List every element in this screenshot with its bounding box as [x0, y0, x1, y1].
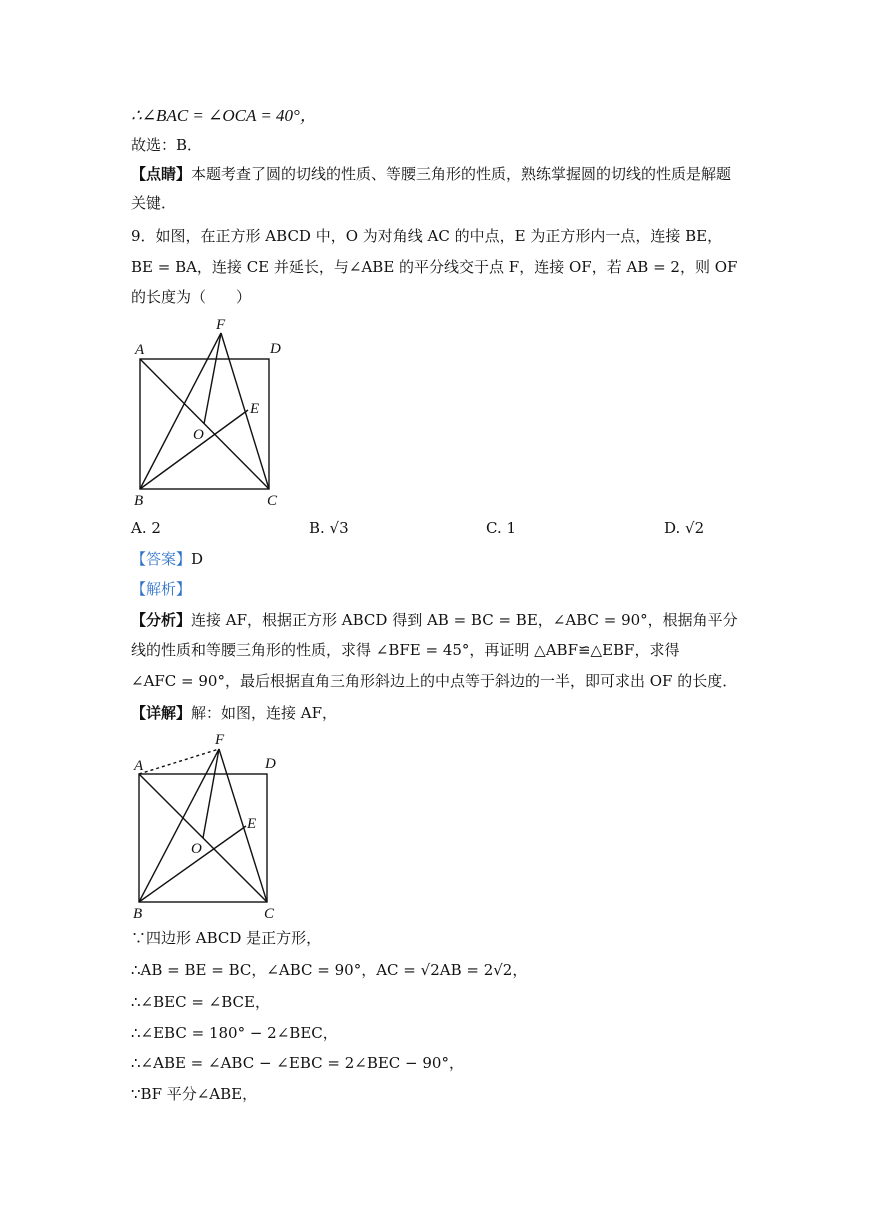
tip-line: 【点睛】本题考查了圆的切线的性质、等腰三角形的性质，熟练掌握圆的切线的性质是解题	[131, 165, 732, 183]
step-4: ∴∠EBC = 180° − 2∠BEC，	[131, 1024, 338, 1042]
xiangjie-line: 【详解】解：如图，连接 AF，	[131, 704, 338, 722]
option-b[interactable]: B. √3	[309, 519, 349, 537]
step-6: ∵BF 平分∠ABE，	[131, 1085, 258, 1103]
label-o: O	[193, 427, 204, 443]
label-a: A	[135, 342, 145, 358]
label-a: A	[134, 758, 144, 774]
choice-line: 故选：B．	[131, 136, 203, 154]
fenxi-line-2: 线的性质和等腰三角形的性质，求得 ∠BFE = 45°，再证明 △ABF≌△EBF，求得	[131, 641, 680, 659]
segment-bf	[140, 333, 221, 489]
option-a[interactable]: A. 2	[131, 519, 161, 537]
tip-line-2: 关键．	[131, 194, 177, 212]
answer-line: 【答案】D	[131, 550, 204, 568]
label-e: E	[250, 401, 260, 417]
label-d: D	[265, 756, 276, 772]
option-d[interactable]: D. √2	[664, 519, 705, 537]
segment-of	[204, 333, 221, 424]
step-5: ∴∠ABE = ∠ABC − ∠EBC = 2∠BEC − 90°，	[131, 1054, 464, 1072]
fenxi-line-1: 【分析】连接 AF，根据正方形 ABCD 得到 AB = BC = BE，∠ABC = 90°，根据角平分	[131, 611, 738, 629]
step-1: ∵四边形 ABCD 是正方形，	[131, 929, 322, 947]
geometry-figure-2	[125, 727, 300, 927]
geometry-figure-1	[125, 312, 300, 512]
segment-cf	[219, 749, 267, 902]
label-f: F	[215, 732, 225, 748]
question-line-2: BE = BA，连接 CE 并延长，与∠ABE 的平分线交于点 F，连接 OF，若 AB = 2，则 OF	[131, 258, 738, 276]
segment-be	[140, 410, 248, 489]
question-line-3: 的长度为（ ）	[131, 288, 252, 306]
label-b: B	[134, 493, 144, 509]
label-b: B	[133, 906, 143, 922]
segment-bf	[139, 749, 219, 902]
label-d: D	[270, 341, 281, 357]
label-e: E	[247, 816, 257, 832]
label-f: F	[216, 317, 226, 333]
label-c: C	[264, 906, 275, 922]
option-c[interactable]: C. 1	[486, 519, 517, 537]
step-2: ∴AB = BE = BC，∠ABC = 90°，AC = √2AB = 2√2，	[131, 961, 528, 979]
segment-of	[203, 749, 219, 838]
analysis-heading: 【解析】	[131, 580, 192, 598]
conclusion-line: ∴∠BAC = ∠OCA = 40°，	[131, 106, 317, 125]
label-c: C	[267, 493, 278, 509]
dashed-af	[139, 749, 219, 774]
fenxi-line-3: ∠AFC = 90°，最后根据直角三角形斜边上的中点等于斜边的一半，即可求出 OF 的长度．	[131, 672, 738, 690]
label-o: O	[191, 841, 202, 857]
question-line-1: 9．如图，在正方形 ABCD 中，O 为对角线 AC 的中点，E 为正方形内一点，连接 BE，	[131, 227, 723, 245]
step-3: ∴∠BEC = ∠BCE，	[131, 993, 270, 1011]
